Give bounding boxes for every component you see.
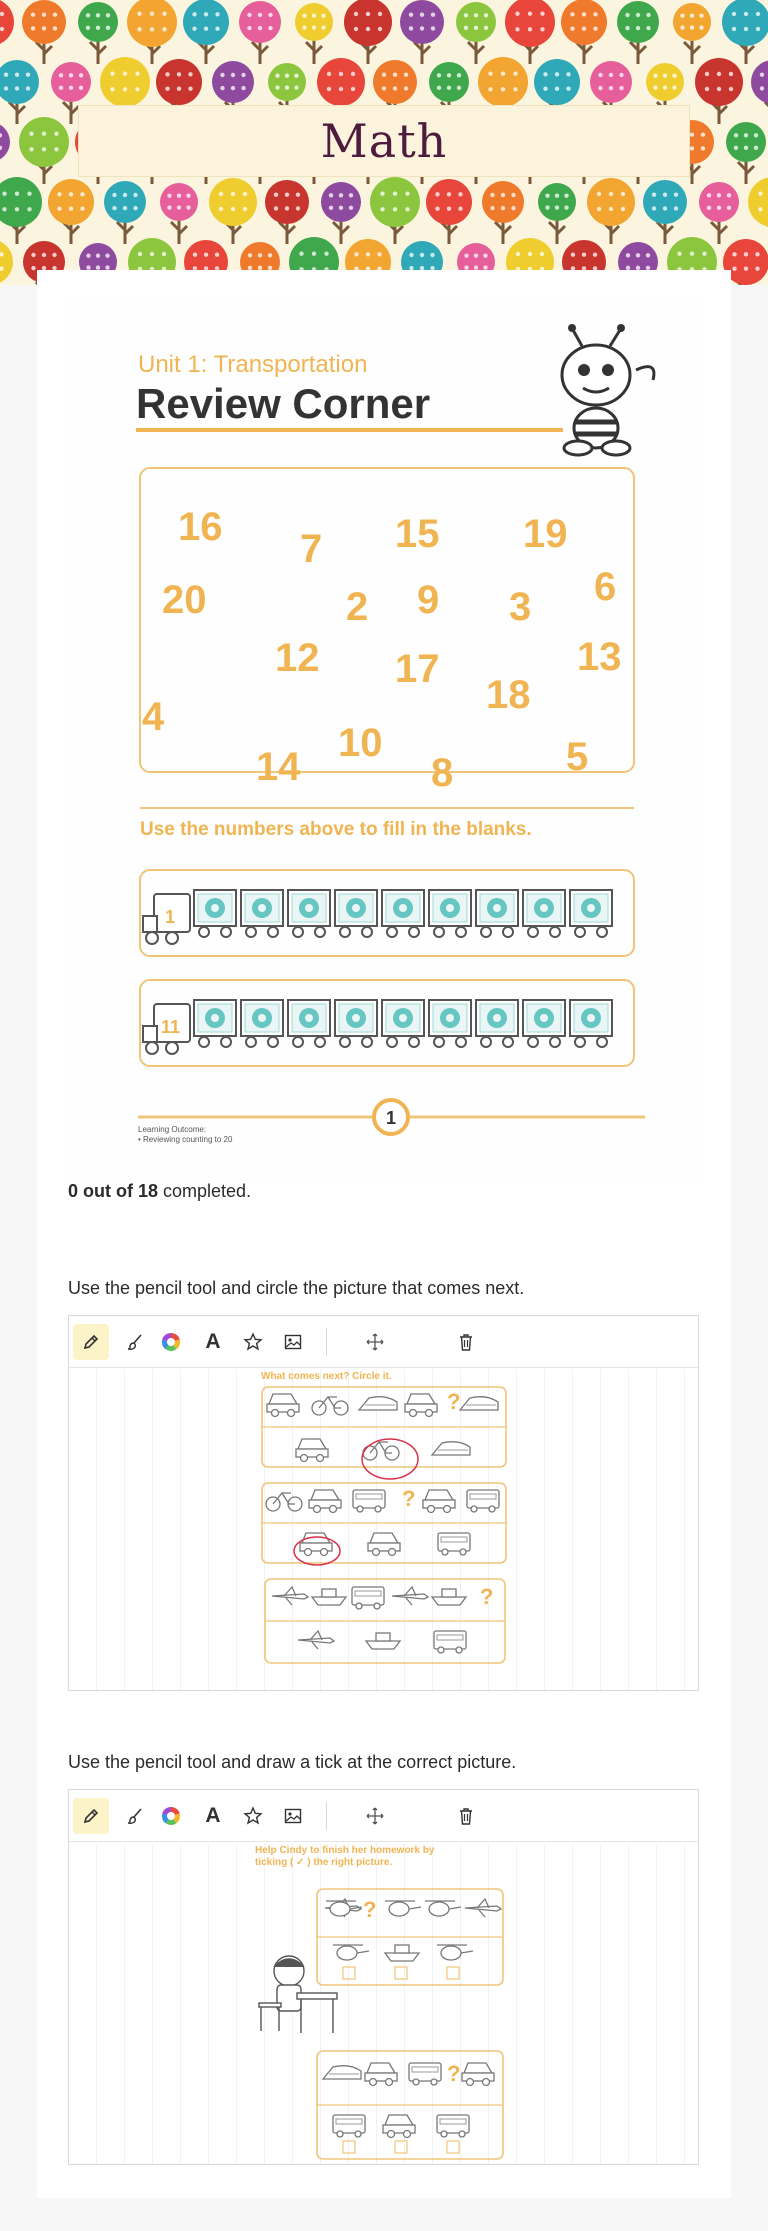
train-car xyxy=(382,1000,424,1047)
progress-count: 0 out of 18 xyxy=(68,1181,159,1201)
tree-icon xyxy=(748,177,768,244)
tree-icon xyxy=(538,183,576,244)
ship-icon xyxy=(385,1945,419,1961)
car-icon xyxy=(462,2063,494,2086)
tick-checkbox xyxy=(447,2141,459,2153)
car-icon xyxy=(296,1439,328,1462)
toolbar-divider xyxy=(326,1802,327,1830)
train-car xyxy=(241,890,283,937)
worksheet-graphic xyxy=(68,300,699,1180)
tree-icon xyxy=(561,0,607,64)
tick-checkbox xyxy=(343,1967,355,1979)
plane-icon xyxy=(272,1587,308,1605)
number-label: 7 xyxy=(300,527,323,571)
star-icon xyxy=(243,1332,263,1352)
tree-icon xyxy=(209,178,257,244)
girl-at-desk-illustration xyxy=(259,1956,337,2033)
train-icon xyxy=(359,1397,397,1410)
text-icon: A xyxy=(205,1330,221,1353)
canvas-heading: What comes next? Circle it. xyxy=(261,1371,392,1382)
bus-icon xyxy=(434,1631,466,1653)
tree-icon xyxy=(265,180,309,244)
train-car xyxy=(570,890,612,937)
tree-icon xyxy=(400,0,444,64)
vehicle-sequence-1 xyxy=(262,1387,506,1467)
bus-icon xyxy=(353,1490,385,1512)
question-2-prompt: Use the pencil tool and draw a tick at the correct picture. xyxy=(68,1752,517,1772)
activity-picture-1 xyxy=(69,1369,698,1690)
tree-icon xyxy=(0,60,39,124)
ship-icon xyxy=(312,1589,346,1605)
drawing-toolbar-1 xyxy=(69,1316,698,1368)
drawing-canvas-2[interactable] xyxy=(69,1843,698,2164)
train-car xyxy=(523,890,565,937)
tree-icon xyxy=(321,182,361,244)
heli-icon xyxy=(437,1945,473,1960)
plane-icon xyxy=(392,1587,428,1605)
question-mark-2: ? xyxy=(402,1486,416,1511)
train-car xyxy=(335,890,377,937)
tree-icon xyxy=(239,1,281,64)
tree-icon xyxy=(183,0,229,64)
number-label: 16 xyxy=(178,505,223,549)
tree-icon xyxy=(673,3,711,64)
color-wheel-icon xyxy=(160,1805,182,1827)
number-label: 4 xyxy=(142,695,165,739)
train-car xyxy=(570,1000,612,1047)
plane-icon xyxy=(298,1631,334,1649)
worksheet-image xyxy=(68,300,699,1180)
stamp-tool-button[interactable] xyxy=(235,1324,271,1360)
number-label: 3 xyxy=(509,585,532,629)
train-icon xyxy=(460,1397,498,1410)
car-icon xyxy=(368,1533,400,1556)
number-label: 2 xyxy=(346,585,369,629)
page-title: Math xyxy=(320,114,448,168)
toolbar-divider xyxy=(326,1328,327,1356)
drawing-area-2 xyxy=(68,1789,699,2165)
brush-tool-button[interactable] xyxy=(117,1324,153,1360)
number-label: 6 xyxy=(594,565,617,609)
bus-icon xyxy=(352,1587,384,1609)
tree-icon xyxy=(160,183,198,244)
tree-icon xyxy=(295,3,333,64)
train-car xyxy=(335,1000,377,1047)
move-tool-button[interactable] xyxy=(357,1324,393,1360)
bus-icon xyxy=(438,1533,470,1555)
train-car xyxy=(382,890,424,937)
train-car xyxy=(476,1000,518,1047)
train-1-icon xyxy=(143,890,612,944)
tree-icon xyxy=(482,181,524,244)
image-tool-button[interactable] xyxy=(275,1798,311,1834)
brush-tool-button[interactable] xyxy=(117,1798,153,1834)
canvas-heading-line-2: ticking ( ✓ ) the right picture. xyxy=(255,1857,393,1868)
tree-icon xyxy=(643,180,687,244)
aircraft-sequence xyxy=(317,1889,503,1985)
page-number: 1 xyxy=(385,1108,397,1128)
number-label: 19 xyxy=(523,512,568,556)
drawing-area-1 xyxy=(68,1315,699,1691)
canvas-heading-line-1: Help Cindy to finish her homework by xyxy=(255,1845,435,1856)
question-1-prompt: Use the pencil tool and circle the picture that comes next. xyxy=(68,1278,525,1298)
tree-icon xyxy=(0,239,13,285)
tick-checkbox xyxy=(395,2141,407,2153)
train-car xyxy=(429,1000,471,1047)
bee-mascot-icon xyxy=(562,324,654,455)
bus-icon xyxy=(409,2063,441,2085)
tree-icon xyxy=(0,177,42,244)
progress-status xyxy=(68,1181,251,1202)
vehicle-sequence-2 xyxy=(262,1483,506,1563)
number-label: 13 xyxy=(577,635,622,679)
number-label: 10 xyxy=(338,721,383,765)
tree-icon xyxy=(127,0,177,64)
train-1-start-number: 1 xyxy=(165,907,176,927)
train-car xyxy=(429,890,471,937)
number-label: 15 xyxy=(395,512,440,556)
tree-icon xyxy=(505,0,555,64)
image-tool-button[interactable] xyxy=(275,1324,311,1360)
car-icon xyxy=(405,1394,437,1417)
tree-icon xyxy=(617,1,659,64)
text-icon: A xyxy=(205,1804,221,1827)
train-2-icon xyxy=(143,1000,612,1054)
train-car xyxy=(194,1000,236,1047)
clear-button[interactable] xyxy=(448,1798,484,1834)
tree-icon xyxy=(726,122,766,184)
question-mark-1: ? xyxy=(363,1897,377,1922)
drawing-toolbar-2 xyxy=(69,1790,698,1842)
ship-icon xyxy=(366,1633,400,1649)
title-card xyxy=(78,105,690,177)
plane-icon xyxy=(465,1899,501,1917)
train-icon xyxy=(432,1442,470,1455)
bike-icon xyxy=(266,1493,302,1511)
header-banner xyxy=(0,0,768,285)
tree-icon xyxy=(0,0,14,64)
number-label: 18 xyxy=(486,673,531,717)
color-picker-button[interactable] xyxy=(153,1324,189,1360)
tree-icon xyxy=(751,60,768,124)
unit-label: Unit 1: Transportation xyxy=(138,351,368,378)
question-mark-3: ? xyxy=(480,1584,494,1609)
car-icon xyxy=(365,2063,397,2086)
tree-icon xyxy=(19,117,69,184)
tree-icon xyxy=(0,122,10,184)
trash-icon xyxy=(457,1332,475,1352)
vehicle-sequence xyxy=(317,2051,503,2159)
question-mark-2: ? xyxy=(447,2061,461,2086)
progress-suffix: completed. xyxy=(158,1181,252,1201)
pencil-tool-button[interactable] xyxy=(73,1798,109,1834)
train-car xyxy=(241,1000,283,1047)
drawing-canvas-1[interactable] xyxy=(69,1369,698,1690)
move-icon xyxy=(365,1806,385,1826)
image-icon xyxy=(283,1332,303,1352)
image-icon xyxy=(283,1806,303,1826)
number-label: 9 xyxy=(417,578,440,622)
learning-outcome-label: Learning Outcome: xyxy=(138,1125,207,1134)
move-icon xyxy=(365,1332,385,1352)
text-tool-button[interactable] xyxy=(195,1324,231,1360)
train-car xyxy=(476,890,518,937)
worksheet-instruction: Use the numbers above to fill in the blanks. xyxy=(140,819,532,840)
pencil-icon xyxy=(81,1806,101,1826)
car-icon xyxy=(309,1490,341,1513)
tree-icon xyxy=(722,0,768,64)
move-tool-button[interactable] xyxy=(357,1798,393,1834)
ship-icon xyxy=(432,1589,466,1605)
tree-icon xyxy=(78,2,118,64)
tree-icon xyxy=(699,182,739,244)
number-label: 12 xyxy=(275,636,320,680)
tree-icon xyxy=(587,178,635,244)
trash-icon xyxy=(457,1806,475,1826)
tick-checkbox xyxy=(447,1967,459,1979)
car-icon xyxy=(383,2115,415,2138)
bus-icon xyxy=(467,1490,499,1512)
vehicle-sequence-3 xyxy=(265,1579,505,1663)
number-label: 20 xyxy=(162,578,207,622)
number-label: 8 xyxy=(431,751,454,795)
tree-icon xyxy=(104,181,146,244)
pencil-tool-button[interactable] xyxy=(73,1324,109,1360)
car-icon xyxy=(423,1490,455,1513)
color-wheel-icon xyxy=(160,1331,182,1353)
bus-icon xyxy=(333,2115,365,2137)
tree-icon xyxy=(370,177,420,244)
pencil-icon xyxy=(81,1332,101,1352)
heli-icon xyxy=(385,1901,421,1916)
number-label: 14 xyxy=(256,745,301,789)
worksheet-heading: Review Corner xyxy=(136,380,431,427)
train-car xyxy=(288,1000,330,1047)
tree-icon xyxy=(456,2,496,64)
train-2-start-number: 11 xyxy=(161,1017,181,1037)
tree-icon xyxy=(22,0,66,64)
train-icon xyxy=(323,2066,361,2079)
car-icon xyxy=(267,1394,299,1417)
bike-icon xyxy=(312,1397,348,1415)
tree-icon xyxy=(695,58,743,124)
tree-icon xyxy=(344,0,392,64)
question-mark-1: ? xyxy=(447,1389,461,1414)
number-label: 5 xyxy=(566,735,589,779)
text-tool-button[interactable] xyxy=(195,1798,231,1834)
train-car xyxy=(523,1000,565,1047)
activity-picture-2 xyxy=(69,1843,698,2164)
color-picker-button[interactable] xyxy=(153,1798,189,1834)
heli-icon xyxy=(333,1945,369,1960)
train-car xyxy=(288,890,330,937)
train-car xyxy=(194,890,236,937)
tree-icon xyxy=(426,179,472,244)
clear-button[interactable] xyxy=(448,1324,484,1360)
number-cloud xyxy=(142,505,622,795)
brush-icon xyxy=(125,1332,145,1352)
tick-checkbox xyxy=(343,2141,355,2153)
heli-icon xyxy=(425,1901,461,1916)
star-icon xyxy=(243,1806,263,1826)
number-label: 17 xyxy=(395,647,440,691)
tick-checkbox xyxy=(395,1967,407,1979)
learning-outcome-item: • Reviewing counting to 20 xyxy=(138,1135,233,1144)
brush-icon xyxy=(125,1806,145,1826)
bike-icon xyxy=(363,1442,399,1460)
tree-icon xyxy=(48,179,94,244)
bus-icon xyxy=(437,2115,469,2137)
stamp-tool-button[interactable] xyxy=(235,1798,271,1834)
heli-icon xyxy=(326,1901,362,1916)
